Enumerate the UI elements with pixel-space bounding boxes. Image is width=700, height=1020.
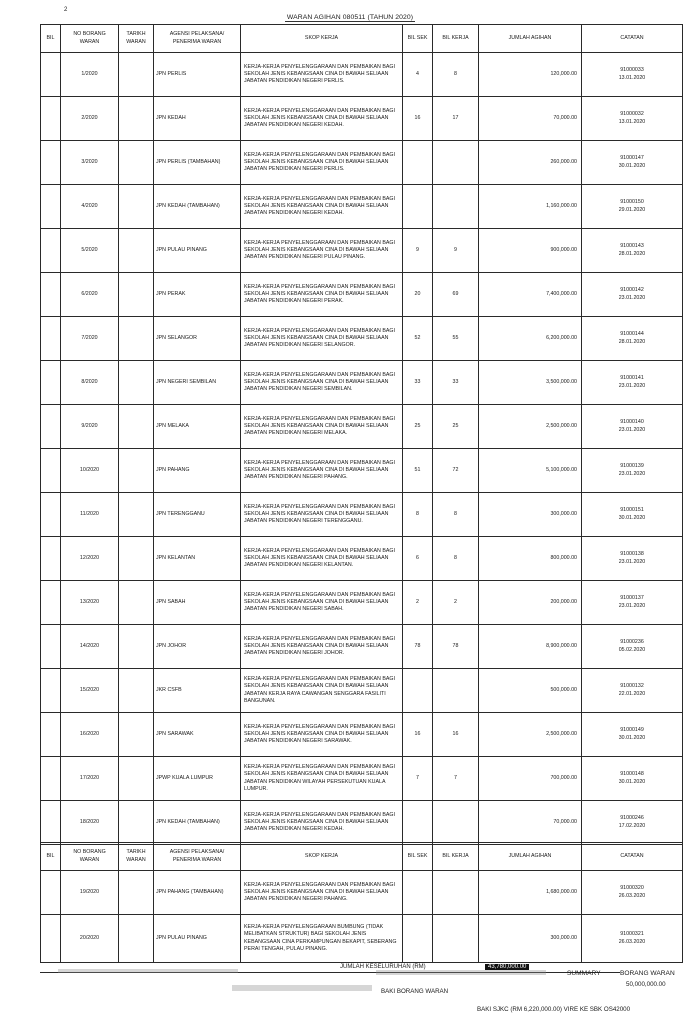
- table-header-row: [41, 843, 683, 871]
- catatan-date: 23.01.2020: [618, 602, 646, 609]
- header-tarikh: TARIKH WARAN: [119, 843, 154, 871]
- catatan-date: 30.01.2020: [618, 778, 646, 785]
- jumlah-cell: 8,900,000.00: [479, 625, 582, 669]
- no-borang-cell: 12/2020: [61, 537, 119, 581]
- header-skop: SKOP KERJA: [241, 843, 403, 871]
- skop-cell: KERJA-KERJA PENYELENGGARAAN DAN PEMBAIKAN BAGI SEKOLAH JENIS KEBANGSAAN CINA DI BAWAH SELIAAN JABATAN PENDIDIKAN NEGERI PERLIS.: [241, 53, 403, 97]
- skop-cell: KERJA-KERJA PENYELENGGARAAN DAN PEMBAIKAN BAGI SEKOLAH JENIS KEBANGSAAN CINA DI BAWAH SELIAAN JABATAN PENDIDIKAN NEGERI PAHANG.: [241, 449, 403, 493]
- bil-kerja-cell: 55: [433, 317, 479, 361]
- borang-waran-label: BORANG WARAN: [620, 970, 675, 977]
- table-row: [41, 97, 683, 141]
- catatan-cell: [582, 141, 683, 185]
- agensi-cell: JPN JOHOR: [154, 625, 241, 669]
- table-row: [41, 669, 683, 713]
- bil-kerja-cell: 7: [433, 757, 479, 801]
- no-borang-cell: 3/2020: [61, 141, 119, 185]
- table-row: [41, 915, 683, 963]
- table-row: [41, 537, 683, 581]
- bil-cell: [41, 361, 61, 405]
- bil-sek-cell: [403, 185, 433, 229]
- catatan-date: 23.01.2020: [618, 382, 646, 389]
- tarikh-cell: [119, 449, 154, 493]
- borang-waran-amount: 50,000,000.00: [626, 981, 666, 988]
- bil-cell: [41, 317, 61, 361]
- catatan-date: 29.01.2020: [618, 206, 646, 213]
- bil-sek-cell: [403, 669, 433, 713]
- catatan-number: 91000143: [620, 243, 644, 250]
- jumlah-cell: 500,000.00: [479, 669, 582, 713]
- bil-cell: [41, 625, 61, 669]
- header-no-borang: NO BORANG WARAN: [61, 25, 119, 53]
- skop-cell: KERJA-KERJA PENYELENGGARAAN DAN PEMBAIKAN BAGI SEKOLAH JENIS KEBANGSAAN CINA DI BAWAH SELIAAN JABATAN PENDIDIKAN NEGERI MELAKA.: [241, 405, 403, 449]
- catatan-date: 13.01.2020: [618, 118, 646, 125]
- bil-sek-cell: 52: [403, 317, 433, 361]
- bil-kerja-cell: [433, 669, 479, 713]
- skop-cell: KERJA-KERJA PENYELENGGARAAN DAN PEMBAIKAN BAGI SEKOLAH JENIS KEBANGSAAN CINA DI BAWAH SELIAAN JABATAN PENDIDIKAN NEGERI SEMBILAN.: [241, 361, 403, 405]
- bil-cell: [41, 273, 61, 317]
- header-bil: BIL: [41, 843, 61, 871]
- catatan-date: 26.03.2020: [618, 892, 646, 899]
- scan-smudge: [232, 985, 372, 991]
- catatan-number: 91000321: [620, 931, 644, 938]
- catatan-number: 91000320: [620, 885, 644, 892]
- agensi-cell: JPN PERAK: [154, 273, 241, 317]
- header-catatan: CATATAN: [582, 25, 683, 53]
- table-row: [41, 361, 683, 405]
- bil-sek-cell: 20: [403, 273, 433, 317]
- catatan-cell: [582, 915, 683, 963]
- no-borang-cell: 16/2020: [61, 713, 119, 757]
- bil-sek-cell: [403, 141, 433, 185]
- tarikh-cell: [119, 757, 154, 801]
- no-borang-cell: 11/2020: [61, 493, 119, 537]
- agensi-cell: JPN MELAKA: [154, 405, 241, 449]
- agensi-cell: JPN KEDAH (TAMBAHAN): [154, 185, 241, 229]
- catatan-number: 91000032: [620, 111, 644, 118]
- table-row: [41, 141, 683, 185]
- agensi-cell: JPN PERLIS: [154, 53, 241, 97]
- catatan-number: 91000150: [620, 199, 644, 206]
- catatan-cell: [582, 361, 683, 405]
- bil-sek-cell: 16: [403, 97, 433, 141]
- catatan-cell: [582, 757, 683, 801]
- skop-cell: KERJA-KERJA PENYELENGGARAAN DAN PEMBAIKAN BAGI SEKOLAH JENIS KEBANGSAAN CINA DI BAWAH SELIAAN JABATAN PENDIDIKAN NEGERI KELANTAN.: [241, 537, 403, 581]
- tarikh-cell: [119, 801, 154, 845]
- catatan-date: 23.01.2020: [618, 426, 646, 433]
- catatan-date: 13.01.2020: [618, 74, 646, 81]
- agensi-cell: JPN PULAU PINANG: [154, 915, 241, 963]
- warrant-table: [40, 24, 683, 845]
- jumlah-cell: 5,100,000.00: [479, 449, 582, 493]
- jumlah-cell: 70,000.00: [479, 801, 582, 845]
- bil-sek-cell: 6: [403, 537, 433, 581]
- bil-sek-cell: 9: [403, 229, 433, 273]
- page-number: 2: [64, 7, 68, 13]
- no-borang-cell: 6/2020: [61, 273, 119, 317]
- page-title: WARAN AGIHAN 080511 (TAHUN 2020): [286, 14, 414, 21]
- jumlah-cell: 2,500,000.00: [479, 713, 582, 757]
- agensi-cell: JPWP KUALA LUMPUR: [154, 757, 241, 801]
- skop-cell: KERJA-KERJA PENYELENGGARAAN DAN PEMBAIKAN BAGI SEKOLAH JENIS KEBANGSAAN CINA DI BAWAH SELIAAN JABATAN PENDIDIKAN WILAYAH PERSEKUTUAN KUALA LUMPUR.: [241, 757, 403, 801]
- header-bil-sek: BIL SEK: [403, 843, 433, 871]
- header-tarikh: TARIKH WARAN: [119, 25, 154, 53]
- tarikh-cell: [119, 713, 154, 757]
- bil-cell: [41, 871, 61, 915]
- table-header-row: [41, 25, 683, 53]
- bil-sek-cell: [403, 871, 433, 915]
- catatan-date: 28.01.2020: [618, 338, 646, 345]
- table-row: [41, 317, 683, 361]
- catatan-number: 91000148: [620, 771, 644, 778]
- skop-cell: KERJA-KERJA PENYELENGGARAAN DAN PEMBAIKAN BAGI SEKOLAH JENIS KEBANGSAAN CINA DI BAWAH SELIAAN JABATAN PENDIDIKAN NEGERI JOHOR.: [241, 625, 403, 669]
- tarikh-cell: [119, 53, 154, 97]
- bil-kerja-cell: 25: [433, 405, 479, 449]
- catatan-cell: [582, 537, 683, 581]
- bil-sek-cell: 8: [403, 493, 433, 537]
- table-row: [41, 801, 683, 845]
- bil-sek-cell: 33: [403, 361, 433, 405]
- agensi-cell: JPN SARAWAK: [154, 713, 241, 757]
- no-borang-cell: 18/2020: [61, 801, 119, 845]
- bil-kerja-cell: [433, 141, 479, 185]
- bil-sek-cell: 78: [403, 625, 433, 669]
- no-borang-cell: 4/2020: [61, 185, 119, 229]
- no-borang-cell: 20/2020: [61, 915, 119, 963]
- skop-cell: KERJA-KERJA PENYELENGGARAAN DAN PEMBAIKAN BAGI SEKOLAH JENIS KEBANGSAAN CINA DI BAWAH SELIAAN JABATAN PENDIDIKAN NEGERI SELANGOR.: [241, 317, 403, 361]
- bil-cell: [41, 757, 61, 801]
- table-row: [41, 185, 683, 229]
- catatan-cell: [582, 581, 683, 625]
- table-row: [41, 53, 683, 97]
- tarikh-cell: [119, 669, 154, 713]
- agensi-cell: JPN PERLIS (TAMBAHAN): [154, 141, 241, 185]
- agensi-cell: JPN SABAH: [154, 581, 241, 625]
- warrant-table-continued: [40, 842, 683, 963]
- table-row: [41, 493, 683, 537]
- bil-kerja-cell: 72: [433, 449, 479, 493]
- catatan-date: 23.01.2020: [618, 558, 646, 565]
- jumlah-cell: 200,000.00: [479, 581, 582, 625]
- skop-cell: KERJA-KERJA PENYELENGGARAAN DAN PEMBAIKAN BAGI SEKOLAH JENIS KEBANGSAAN CINA DI BAWAH SELIAAN JABATAN PENDIDIKAN NEGERI KEDAH.: [241, 801, 403, 845]
- header-jumlah: JUMLAH AGIHAN: [479, 25, 582, 53]
- catatan-date: 22.01.2020: [618, 690, 646, 697]
- table-row: [41, 449, 683, 493]
- bil-cell: [41, 537, 61, 581]
- tarikh-cell: [119, 871, 154, 915]
- bil-cell: [41, 581, 61, 625]
- tarikh-cell: [119, 273, 154, 317]
- tarikh-cell: [119, 229, 154, 273]
- catatan-number: 91000137: [620, 595, 644, 602]
- tarikh-cell: [119, 915, 154, 963]
- jumlah-cell: 3,500,000.00: [479, 361, 582, 405]
- header-agensi: AGENSI PELAKSANA/ PENERIMA WARAN: [154, 843, 241, 871]
- tarikh-cell: [119, 493, 154, 537]
- catatan-number: 91000149: [620, 727, 644, 734]
- jumlah-cell: 120,000.00: [479, 53, 582, 97]
- agensi-cell: JPN PAHANG (TAMBAHAN): [154, 871, 241, 915]
- agensi-cell: JKR CSFB: [154, 669, 241, 713]
- catatan-cell: [582, 801, 683, 845]
- no-borang-cell: 17/2020: [61, 757, 119, 801]
- bil-sek-cell: 4: [403, 53, 433, 97]
- bil-sek-cell: [403, 915, 433, 963]
- header-catatan: CATATAN: [582, 843, 683, 871]
- header-bil-kerja: BIL KERJA: [433, 843, 479, 871]
- bil-kerja-cell: 69: [433, 273, 479, 317]
- table-row: [41, 273, 683, 317]
- jumlah-cell: 800,000.00: [479, 537, 582, 581]
- header-agensi: AGENSI PELAKSANA/ PENERIMA WARAN: [154, 25, 241, 53]
- jumlah-cell: 6,200,000.00: [479, 317, 582, 361]
- bil-cell: [41, 141, 61, 185]
- catatan-cell: [582, 713, 683, 757]
- bil-sek-cell: 51: [403, 449, 433, 493]
- bil-kerja-cell: 9: [433, 229, 479, 273]
- catatan-date: 17.02.2020: [618, 822, 646, 829]
- agensi-cell: JPN NEGERI SEMBILAN: [154, 361, 241, 405]
- skop-cell: KERJA-KERJA PENYELENGGARAAN BUMBUNG (TIDAK MELIBATKAN STRUKTUR) BAGI SEKOLAH JENIS KEBANGSAAN CINA PERKAMPUNGAN BEKAPIT, SEBERANG PERAI TENGAH, PULAU PINANG.: [241, 915, 403, 963]
- bil-kerja-cell: 8: [433, 537, 479, 581]
- header-bil-kerja: BIL KERJA: [433, 25, 479, 53]
- catatan-cell: [582, 317, 683, 361]
- catatan-date: 26.03.2020: [618, 938, 646, 945]
- jumlah-cell: 1,160,000.00: [479, 185, 582, 229]
- bil-cell: [41, 801, 61, 845]
- catatan-date: 28.01.2020: [618, 250, 646, 257]
- skop-cell: KERJA-KERJA PENYELENGGARAAN DAN PEMBAIKAN BAGI SEKOLAH JENIS KEBANGSAAN CINA DI BAWAH SELIAAN JABATAN PENDIDIKAN NEGERI TERENGGANU.: [241, 493, 403, 537]
- no-borang-cell: 9/2020: [61, 405, 119, 449]
- catatan-number: 91000236: [620, 639, 644, 646]
- bil-cell: [41, 915, 61, 963]
- catatan-cell: [582, 229, 683, 273]
- bil-kerja-cell: [433, 801, 479, 845]
- no-borang-cell: 19/2020: [61, 871, 119, 915]
- catatan-cell: [582, 871, 683, 915]
- agensi-cell: JPN KELANTAN: [154, 537, 241, 581]
- catatan-number: 91000144: [620, 331, 644, 338]
- jumlah-cell: 70,000.00: [479, 97, 582, 141]
- bil-cell: [41, 53, 61, 97]
- bil-kerja-cell: [433, 871, 479, 915]
- agensi-cell: JPN KEDAH (TAMBAHAN): [154, 801, 241, 845]
- catatan-number: 91000138: [620, 551, 644, 558]
- header-no-borang: NO BORANG WARAN: [61, 843, 119, 871]
- no-borang-cell: 2/2020: [61, 97, 119, 141]
- bil-cell: [41, 493, 61, 537]
- total-amount: 43,780,000.00: [485, 964, 529, 970]
- bil-kerja-cell: 16: [433, 713, 479, 757]
- tarikh-cell: [119, 361, 154, 405]
- tarikh-cell: [119, 405, 154, 449]
- tarikh-cell: [119, 317, 154, 361]
- tarikh-cell: [119, 537, 154, 581]
- skop-cell: KERJA-KERJA PENYELENGGARAAN DAN PEMBAIKAN BAGI SEKOLAH JENIS KEBANGSAAN CINA DI BAWAH SELIAAN JABATAN PENDIDIKAN NEGERI PAHANG.: [241, 871, 403, 915]
- catatan-date: 05.02.2020: [618, 646, 646, 653]
- catatan-cell: [582, 185, 683, 229]
- catatan-number: 91000147: [620, 155, 644, 162]
- catatan-cell: [582, 625, 683, 669]
- table-row: [41, 871, 683, 915]
- no-borang-cell: 13/2020: [61, 581, 119, 625]
- bil-sek-cell: 25: [403, 405, 433, 449]
- jumlah-cell: 300,000.00: [479, 915, 582, 963]
- header-bil: BIL: [41, 25, 61, 53]
- catatan-cell: [582, 53, 683, 97]
- header-skop: SKOP KERJA: [241, 25, 403, 53]
- agensi-cell: JPN TERENGGANU: [154, 493, 241, 537]
- agensi-cell: JPN SELANGOR: [154, 317, 241, 361]
- catatan-number: 91000151: [620, 507, 644, 514]
- bil-kerja-cell: [433, 185, 479, 229]
- jumlah-cell: 700,000.00: [479, 757, 582, 801]
- table-row: [41, 757, 683, 801]
- bil-cell: [41, 405, 61, 449]
- skop-cell: KERJA-KERJA PENYELENGGARAAN DAN PEMBAIKAN BAGI SEKOLAH JENIS KEBANGSAAN CINA DI BAWAH SELIAAN JABATAN PENDIDIKAN NEGERI KEDAH.: [241, 185, 403, 229]
- catatan-cell: [582, 405, 683, 449]
- jumlah-cell: 7,400,000.00: [479, 273, 582, 317]
- no-borang-cell: 8/2020: [61, 361, 119, 405]
- no-borang-cell: 5/2020: [61, 229, 119, 273]
- bil-kerja-cell: 2: [433, 581, 479, 625]
- catatan-number: 91000141: [620, 375, 644, 382]
- tarikh-cell: [119, 141, 154, 185]
- bil-kerja-cell: [433, 915, 479, 963]
- bil-sek-cell: 7: [403, 757, 433, 801]
- agensi-cell: JPN PAHANG: [154, 449, 241, 493]
- catatan-number: 91000140: [620, 419, 644, 426]
- summary-label: SUMMARY: [567, 970, 601, 977]
- catatan-date: 23.01.2020: [618, 294, 646, 301]
- agensi-cell: JPN PULAU PINANG: [154, 229, 241, 273]
- header-jumlah: JUMLAH AGIHAN: [479, 843, 582, 871]
- table-row: [41, 625, 683, 669]
- bil-sek-cell: 2: [403, 581, 433, 625]
- bil-sek-cell: 16: [403, 713, 433, 757]
- jumlah-cell: 2,500,000.00: [479, 405, 582, 449]
- bil-kerja-cell: 33: [433, 361, 479, 405]
- jumlah-cell: 900,000.00: [479, 229, 582, 273]
- bil-kerja-cell: 78: [433, 625, 479, 669]
- tarikh-cell: [119, 581, 154, 625]
- catatan-cell: [582, 669, 683, 713]
- table-row: [41, 581, 683, 625]
- bil-cell: [41, 713, 61, 757]
- header-bil-sek: BIL SEK: [403, 25, 433, 53]
- catatan-date: 30.01.2020: [618, 734, 646, 741]
- bil-sek-cell: [403, 801, 433, 845]
- skop-cell: KERJA-KERJA PENYELENGGARAAN DAN PEMBAIKAN BAGI SEKOLAH JENIS KEBANGSAAN CINA DI BAWAH SELIAAN JABATAN KERJA RAYA CAWANGAN SENGGARA FASILITI BANGUNAN.: [241, 669, 403, 713]
- catatan-date: 30.01.2020: [618, 514, 646, 521]
- bil-cell: [41, 185, 61, 229]
- skop-cell: KERJA-KERJA PENYELENGGARAAN DAN PEMBAIKAN BAGI SEKOLAH JENIS KEBANGSAAN CINA DI BAWAH SELIAAN JABATAN PENDIDIKAN NEGERI PULAU PINANG.: [241, 229, 403, 273]
- tarikh-cell: [119, 625, 154, 669]
- scan-smudge: [58, 969, 238, 973]
- table-row: [41, 713, 683, 757]
- bil-cell: [41, 669, 61, 713]
- catatan-cell: [582, 273, 683, 317]
- skop-cell: KERJA-KERJA PENYELENGGARAAN DAN PEMBAIKAN BAGI SEKOLAH JENIS KEBANGSAAN CINA DI BAWAH SELIAAN JABATAN PENDIDIKAN NEGERI SABAH.: [241, 581, 403, 625]
- catatan-cell: [582, 493, 683, 537]
- catatan-cell: [582, 97, 683, 141]
- bil-kerja-cell: 8: [433, 493, 479, 537]
- table-row: [41, 229, 683, 273]
- catatan-number: 91000132: [620, 683, 644, 690]
- skop-cell: KERJA-KERJA PENYELENGGARAAN DAN PEMBAIKAN BAGI SEKOLAH JENIS KEBANGSAAN CINA DI BAWAH SELIAAN JABATAN PENDIDIKAN NEGERI KEDAH.: [241, 97, 403, 141]
- jumlah-cell: 1,680,000.00: [479, 871, 582, 915]
- catatan-cell: [582, 449, 683, 493]
- table-row: [41, 405, 683, 449]
- agensi-cell: JPN KEDAH: [154, 97, 241, 141]
- bil-cell: [41, 449, 61, 493]
- skop-cell: KERJA-KERJA PENYELENGGARAAN DAN PEMBAIKAN BAGI SEKOLAH JENIS KEBANGSAAN CINA DI BAWAH SELIAAN JABATAN PENDIDIKAN NEGERI PERLIS.: [241, 141, 403, 185]
- tarikh-cell: [119, 185, 154, 229]
- no-borang-cell: 10/2020: [61, 449, 119, 493]
- tarikh-cell: [119, 97, 154, 141]
- catatan-date: 30.01.2020: [618, 162, 646, 169]
- catatan-number: 91000139: [620, 463, 644, 470]
- jumlah-cell: 300,000.00: [479, 493, 582, 537]
- total-label: JUMLAH KESELURUHAN (RM): [340, 964, 426, 970]
- catatan-date: 23.01.2020: [618, 470, 646, 477]
- vire-note: BAKI SJKC (RM 6,220,000.00) VIRE KE SBK OS42000: [477, 1006, 631, 1013]
- skop-cell: KERJA-KERJA PENYELENGGARAAN DAN PEMBAIKAN BAGI SEKOLAH JENIS KEBANGSAAN CINA DI BAWAH SELIAAN JABATAN PENDIDIKAN NEGERI PERAK.: [241, 273, 403, 317]
- bil-kerja-cell: 8: [433, 53, 479, 97]
- catatan-number: 91000246: [620, 815, 644, 822]
- jumlah-cell: 260,000.00: [479, 141, 582, 185]
- bil-cell: [41, 229, 61, 273]
- baki-borang-waran-label: BAKI BORANG WARAN: [381, 988, 449, 995]
- no-borang-cell: 7/2020: [61, 317, 119, 361]
- catatan-number: 91000033: [620, 67, 644, 74]
- no-borang-cell: 1/2020: [61, 53, 119, 97]
- skop-cell: KERJA-KERJA PENYELENGGARAAN DAN PEMBAIKAN BAGI SEKOLAH JENIS KEBANGSAAN CINA DI BAWAH SELIAAN JABATAN PENDIDIKAN NEGERI SARAWAK.: [241, 713, 403, 757]
- bil-kerja-cell: 17: [433, 97, 479, 141]
- catatan-number: 91000142: [620, 287, 644, 294]
- scan-smudge: [376, 970, 546, 975]
- bil-cell: [41, 97, 61, 141]
- no-borang-cell: 14/2020: [61, 625, 119, 669]
- no-borang-cell: 15/2020: [61, 669, 119, 713]
